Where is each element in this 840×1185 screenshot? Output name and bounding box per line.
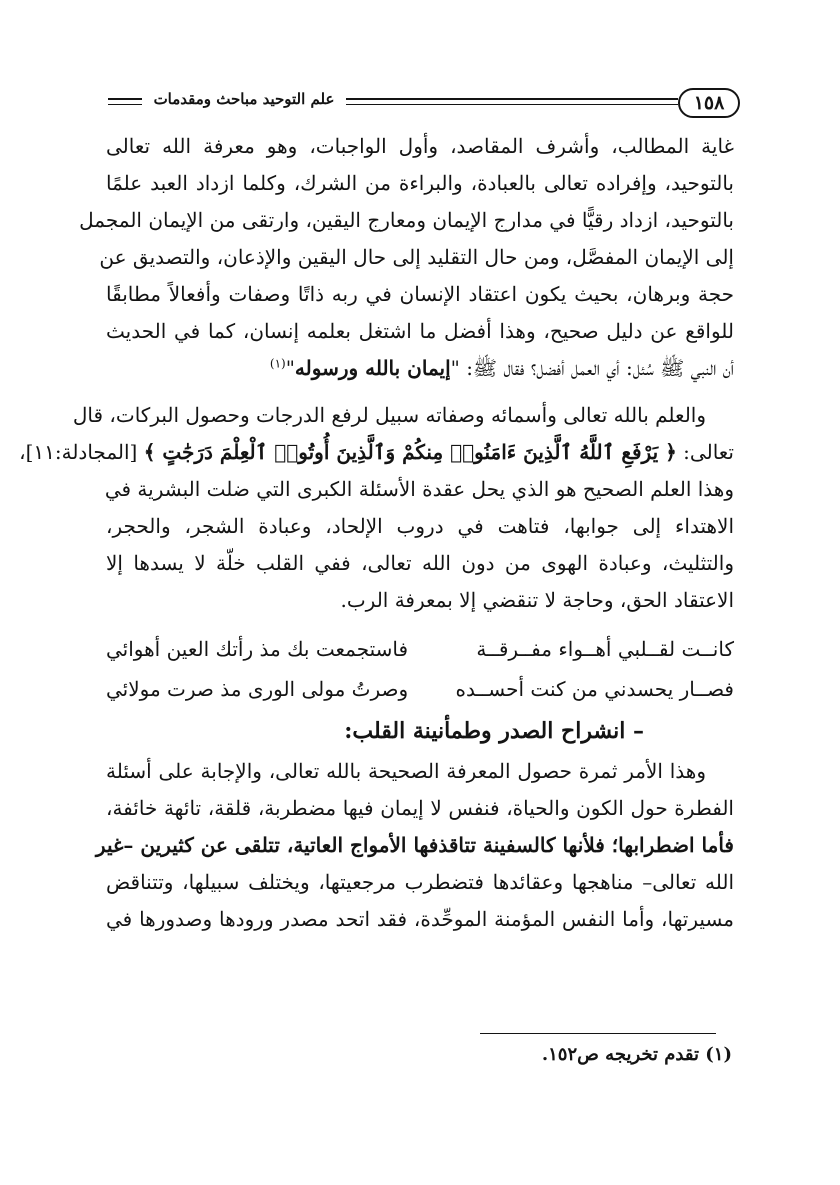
text-line: الاعتقاد الحق، وحاجة لا تنقضي إلا بمعرفة الرب. bbox=[340, 588, 734, 612]
page-number: ١٥٨ bbox=[678, 88, 740, 118]
text-line-verse bbox=[19, 434, 734, 471]
footnote: (١) تقدم تخريجه ص١٥٢. bbox=[541, 1044, 732, 1065]
hadith-quote-close: " bbox=[285, 356, 295, 380]
text-line: وهذا الأمر ثمرة حصول المعرفة الصحيحة بالله تعالى، والإجابة على أسئلة bbox=[106, 759, 706, 783]
header-rule-left bbox=[108, 98, 142, 100]
hadith-intro: أن النبي ﷺ سُئل: أي العمل أفضل؟ فقال ﷺ: " bbox=[450, 356, 734, 380]
text-line: فأما اضطرابها؛ فلأنها كالسفينة تتاقذفها الأمواج العاتية، تتلقى عن كثيرين –غير bbox=[95, 833, 734, 857]
poem bbox=[106, 629, 734, 709]
text-line: للواقع عن دليل صحيح، وهذا أفضل ما اشتغل بعلمه إنسان، كما في الحديث bbox=[106, 319, 734, 343]
verse-intro: تعالى: bbox=[676, 440, 734, 464]
footnote-marker[interactable]: (١) bbox=[269, 356, 286, 371]
text-line: بالتوحيد، ازداد رقيًّا في مدارج الإيمان ومعارج اليقين، وارتقى من الإيمان المجمل bbox=[79, 208, 734, 232]
poem-hemistich-right: كانــت لقــلبي أهــواء مفــرقــة bbox=[476, 637, 734, 661]
text-line: الفطرة حول الكون والحياة، فنفس لا إيمان فيها مضطربة، قلقة، تائهة خائفة، bbox=[106, 796, 734, 820]
text-line: الله تعالى– مناهجها وعقائدها فتضطرب مرجعيتها، ويختلف سبيلها، وتتناقض bbox=[106, 870, 734, 894]
running-header bbox=[100, 88, 740, 122]
verse-reference: [المجادلة:١١]، bbox=[19, 440, 144, 464]
header-rule-left-lower bbox=[108, 104, 142, 105]
header-rule-right-lower bbox=[346, 104, 678, 105]
paragraph-3 bbox=[95, 753, 734, 938]
running-title: علم التوحيد مباحث ومقدمات bbox=[153, 90, 335, 108]
text-line: غاية المطالب، وأشرف المقاصد، وأول الواجبات، وهو معرفة الله تعالى bbox=[106, 134, 734, 158]
poem-hemistich-left: وصرتُ مولى الورى مذ صرت مولائي bbox=[106, 677, 409, 701]
header-rule-right bbox=[346, 98, 678, 100]
text-line-hadith bbox=[106, 350, 734, 387]
text-line: إلى الإيمان المفصَّل، ومن حال التقليد إلى حال اليقين والإذعان، والتصديق عن bbox=[99, 245, 734, 269]
poem-verse bbox=[106, 629, 734, 669]
text-line: بالتوحيد، وإفراده تعالى بالعبادة، والبراءة من الشرك، وكلما ازداد العبد علمًا bbox=[106, 171, 734, 195]
text-line: والعلم بالله تعالى وأسمائه وصفاته سبيل لرفع الدرجات وحصول البركات، قال bbox=[72, 403, 706, 427]
footnote-separator bbox=[480, 1033, 716, 1034]
paragraph-1 bbox=[79, 128, 734, 387]
section-heading: – انشراح الصدر وطمأنينة القلب: bbox=[344, 718, 644, 744]
poem-verse bbox=[106, 669, 734, 709]
text-line: مسيرتها، وأما النفس المؤمنة الموحِّدة، فقد اتحد مصدر ورودها وصدورها في bbox=[106, 907, 734, 931]
main-text bbox=[19, 128, 734, 938]
paragraph-2 bbox=[19, 397, 734, 619]
poem-hemistich-left: فاستجمعت بك مذ رأتك العين أهوائي bbox=[106, 637, 409, 661]
text-line: الاهتداء إلى جوابها، فتاهت في دروب الإلحاد، وعبادة الشجر، والحجر، bbox=[106, 514, 734, 538]
poem-hemistich-right: فصــار يحسدني من كنت أحســده bbox=[455, 677, 734, 701]
hadith-quote: إيمان بالله ورسوله bbox=[294, 356, 451, 380]
text-line: والتثليث، وعبادة الهوى من دون الله تعالى، ففي القلب خلّة لا يسدها إلا bbox=[106, 551, 734, 575]
text-line: وهذا العلم الصحيح هو الذي يحل عقدة الأسئلة الكبرى التي ضلت البشرية في bbox=[104, 477, 734, 501]
text-line: حجة وبرهان، بحيث يكون اعتقاد الإنسان في ربه ذاتًا وصفات وأفعالاً مطابقًا bbox=[106, 282, 734, 306]
quran-verse: ﴿ يَرْفَعِ ٱللَّهُ ٱلَّذِينَ ءَامَنُوا۟ مِنكُمْ وَٱلَّذِينَ أُوتُوا۟ ٱلْعِلْمَ دَرَجَٰتٍ ﴾ bbox=[143, 440, 677, 464]
